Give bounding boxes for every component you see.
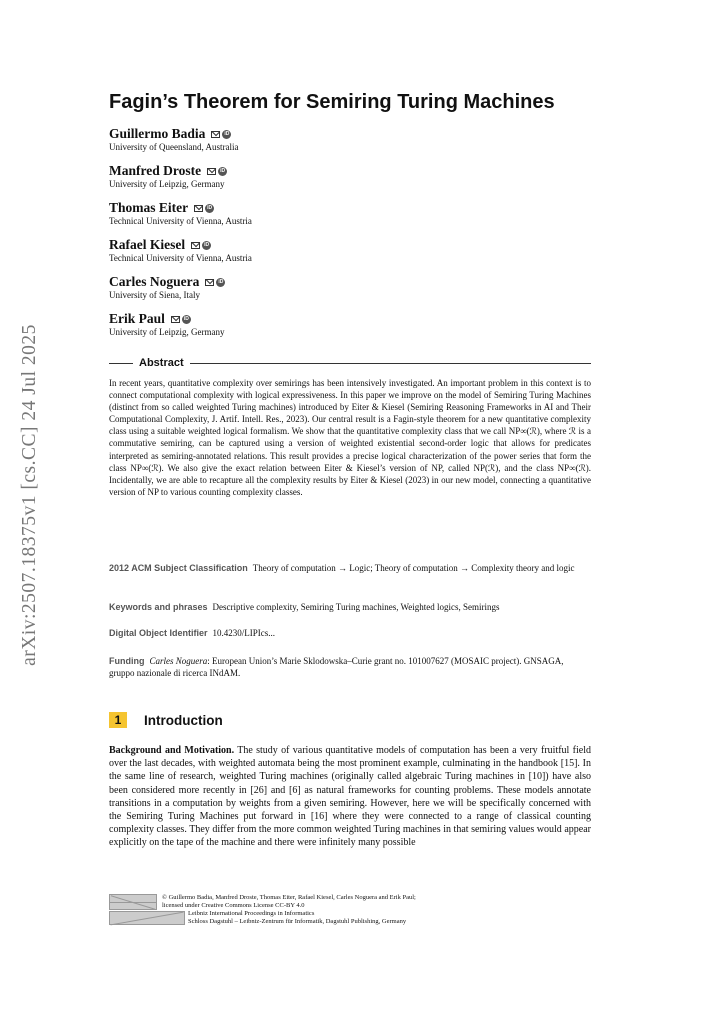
license-line: licensed under Creative Commons License CC-BY 4.0 — [162, 901, 305, 909]
author-block — [109, 163, 599, 200]
author-block — [109, 311, 599, 348]
paragraph-lead: Background and Motivation. — [109, 745, 235, 756]
author-name: Manfred Droste — [109, 163, 202, 178]
author-block — [109, 237, 599, 274]
doi-heading: Digital Object Identifier — [109, 628, 208, 638]
arxiv-sidebar-stamp — [10, 300, 50, 690]
author-name: Rafael Kiesel — [109, 237, 186, 252]
arxiv-id: arXiv:2507.18375v1 [cs.CC] 24 Jul 2025 — [19, 324, 40, 666]
author-affiliation: University of Leipzig, Germany — [109, 327, 225, 337]
funding-person: Carles Noguera — [149, 656, 208, 666]
mail-icon[interactable] — [205, 279, 214, 286]
orcid-icon[interactable]: iD — [207, 204, 213, 211]
mail-icon[interactable] — [194, 205, 203, 212]
orcid-icon[interactable]: iD — [183, 315, 189, 322]
author-list — [109, 126, 599, 348]
publisher-line: Schloss Dagstuhl – Leibniz-Zentrum für Informatik, Dagstuhl Publishing, Germany — [188, 917, 407, 925]
cc-license-logo[interactable] — [109, 894, 157, 910]
divider — [190, 363, 591, 364]
author-block — [109, 126, 599, 163]
orcid-icon[interactable]: iD — [220, 167, 226, 174]
author-block — [109, 200, 599, 237]
keywords-heading: Keywords and phrases — [109, 602, 208, 612]
mail-icon[interactable] — [191, 242, 200, 249]
mail-icon[interactable] — [211, 131, 220, 138]
author-name: Carles Noguera — [109, 274, 200, 289]
divider — [109, 363, 133, 364]
author-affiliation: Technical University of Vienna, Austria — [109, 253, 252, 263]
lipics-logo[interactable] — [109, 911, 185, 925]
mail-icon[interactable] — [171, 316, 180, 323]
paragraph-text: The study of various quantitative models of computation has been a very fruitful field over the last decades, with weighted automata being the most prominent example, culminating in the handbook [15]. In the same line of research, weighted Turing machines (originally called algebraic Turing machines in [10]) have also been considered more recently in [26] and [6] as natural frameworks for counting problems. These models annotate transitions in a computation by weights from a given semiring. However, here we will be specifically concerned with the Semiring Turing Machines put forward in [16] where they were connected to a range of classical counting complexity classes. They differ from the more common weighted Turing machines in that semiring values would appear explicitly on the tape of the machine and there were infinitely many possible — [109, 745, 591, 849]
acm-classification — [109, 562, 591, 574]
keywords — [109, 601, 591, 613]
author-affiliation: University of Siena, Italy — [109, 290, 200, 300]
abstract-text: In recent years, quantitative complexity over semirings has been intensively investigated. An important problem in this context is to connect computational complexity with logical expressiveness. In this paper we improve on the model of Semiring Turing Machines (distinct from so called weighted Turing machines) introduced by Eiter & Kiesel (Semiring Reasoning Frameworks in AI and Their Computational Complexity, J. Artif. Intell. Res., 2023). Our central result is a Fagin-style theorem for a new quantitative complexity class using a suitable weighted logical formalism. We show that the quantitative complexity class that we call NP∞(ℛ), where ℛ is a commutative semiring, can be captured using a version of weighted existential second-order logic that allows for predicates interpreted as semiring-annotated relations. This result provides a precise logical characterization of the power series that form the class NP∞(ℛ). We also give the exact relation between Eiter & Kiesel’s version of NP, called NP(ℛ), and the class NP∞(ℛ). Incidentally, we are able to recapture all the complexity results by Eiter & Kiesel (2023) in our new model, connecting a quantitative version of NP to various counting complexity classes. — [109, 378, 591, 497]
proceedings-line: Leibniz International Proceedings in Informatics — [188, 910, 315, 917]
doi — [109, 627, 591, 639]
author-name: Thomas Eiter — [109, 200, 189, 215]
abstract-heading-row — [109, 357, 591, 369]
author-name: Guillermo Badia — [109, 126, 206, 141]
section-title: Introduction — [144, 712, 223, 728]
funding-heading: Funding — [109, 656, 145, 666]
orcid-icon[interactable]: iD — [204, 241, 210, 248]
paper-title: Fagin’s Theorem for Semiring Turing Machines — [109, 91, 555, 113]
author-affiliation: University of Queensland, Australia — [109, 142, 239, 152]
intro-paragraph — [109, 744, 591, 850]
mail-icon[interactable] — [207, 168, 216, 175]
acm-text: Theory of computation → Logic; Theory of computation → Complexity theory and logic — [252, 563, 575, 573]
acm-heading: 2012 ACM Subject Classification — [109, 563, 248, 573]
funding — [109, 655, 591, 679]
keywords-text: Descriptive complexity, Semiring Turing machines, Weighted logics, Semirings — [212, 602, 500, 612]
doi-text[interactable]: 10.4230/LIPIcs... — [212, 628, 276, 638]
orcid-icon[interactable]: iD — [218, 278, 224, 285]
orcid-icon[interactable]: iD — [224, 130, 230, 137]
abstract-heading: Abstract — [139, 357, 184, 369]
author-affiliation: Technical University of Vienna, Austria — [109, 216, 252, 226]
author-block — [109, 274, 599, 311]
funding-text: : European Union’s Marie Sklodowska–Curie grant no. 101007627 (MOSAIC project). GNSAGA, gruppo nazionale di ricerca INdAM. — [109, 656, 564, 678]
section-number: 1 — [109, 712, 127, 728]
author-name: Erik Paul — [109, 311, 165, 326]
section-heading — [109, 712, 223, 728]
copyright-line: © Guillermo Badia, Manfred Droste, Thomas Eiter, Rafael Kiesel, Carles Noguera and Erik Paul; — [162, 894, 416, 901]
author-affiliation: University of Leipzig, Germany — [109, 179, 225, 189]
